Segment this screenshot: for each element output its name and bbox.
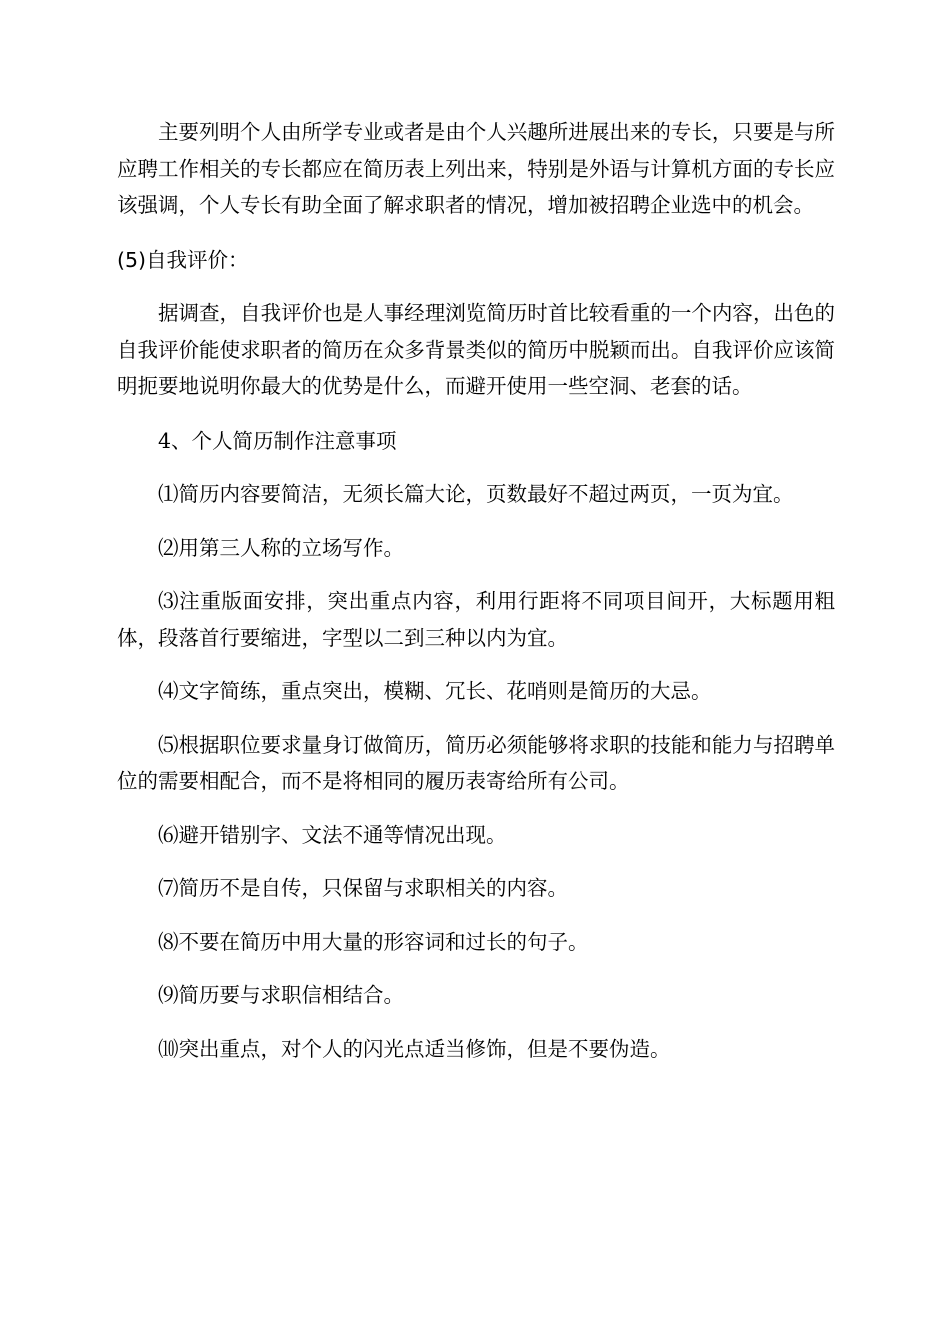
self-evaluation-paragraph: 据调查，自我评价也是人事经理浏览简历时首比较看重的一个内容，出色的自我评价能使求职者的简历在众多背景类似的简历中脱颖而出。自我评价应该简明扼要地说明你最大的优势是什么，而避开使用一些空洞、老套的话。 (117, 301, 835, 398)
resume-notes-heading: 4、个人简历制作注意事项 (158, 428, 397, 453)
note-item-8: ⑻不要在简历中用大量的形容词和过长的句子。 (158, 929, 589, 954)
note-item-3: ⑶注重版面安排，突出重点内容，利用行距将不同项目间开，大标题用粗体，段落首行要缩进，字型以二到三种以内为宜。 (117, 589, 835, 650)
intro-paragraph: 主要列明个人由所学专业或者是由个人兴趣所进展出来的专长，只要是与所应聘工作相关的专长都应在简历表上列出来，特别是外语与计算机方面的专长应该强调，个人专长有助全面了解求职者的情况，增加被招聘企业选中的机会。 (117, 120, 835, 217)
self-evaluation-heading: (5)自我评价： (117, 247, 249, 272)
document-body (117, 114, 835, 1067)
note-item-9: ⑼简历要与求职信相结合。 (158, 983, 404, 1007)
note-item-2: ⑵用第三人称的立场写作。 (158, 535, 404, 560)
note-item-6: ⑹避开错别字、文法不通等情况出现。 (158, 822, 507, 847)
note-item-4: ⑷文字简练，重点突出，模糊、冗长、花哨则是简历的大忌。 (158, 679, 712, 703)
note-item-7: ⑺简历不是自传，只保留与求职相关的内容。 (158, 876, 568, 900)
note-item-10: ⑽突出重点，对个人的闪光点适当修饰，但是不要伪造。 (158, 1036, 671, 1061)
note-item-1: ⑴简历内容要简洁，无须长篇大论，页数最好不超过两页，一页为宜。 (158, 482, 794, 506)
note-item-5: ⑸根据职位要求量身订做简历，简历必须能够将求职的技能和能力与招聘单位的需要相配合，而不是将相同的履历表寄给所有公司。 (117, 732, 835, 793)
